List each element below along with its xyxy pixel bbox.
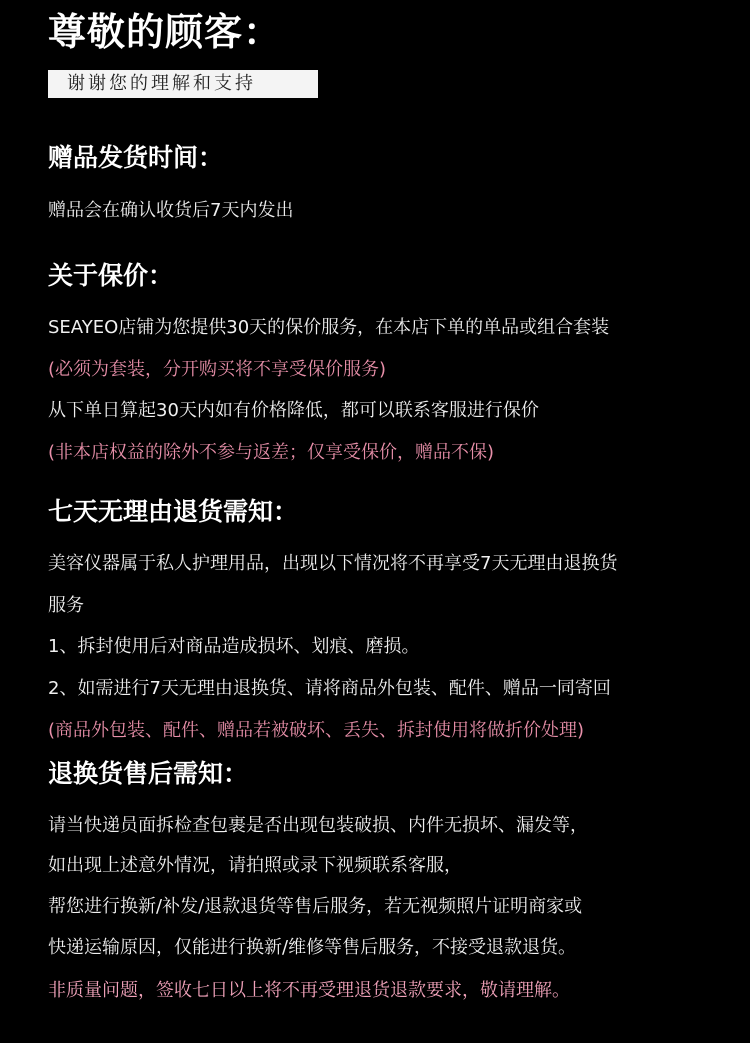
page-title: 尊敬的顾客：	[48, 10, 283, 54]
after-sale-text-3: 帮您进行换新/补发/退款退货等售后服务，若无视频照片证明商家或	[48, 896, 583, 917]
subtitle-banner: 谢谢您的理解和支持	[48, 70, 318, 98]
seven-day-text-1b: 服务	[48, 595, 84, 616]
after-sale-text-2: 如出现上述意外情况，请拍照或录下视频联系客服，	[48, 855, 462, 876]
after-sale-text-1: 请当快递员面拆检查包裹是否出现包装破损、内件无损坏、漏发等，	[48, 815, 588, 836]
gift-text: 赠品会在确认收货后7天内发出	[48, 200, 294, 221]
after-sale-heading: 退换货售后需知：	[48, 759, 249, 788]
gift-heading: 赠品发货时间：	[48, 143, 224, 172]
price-text-2: 从下单日算起30天内如有价格降低，都可以联系客服进行保价	[48, 400, 539, 421]
after-sale-text-4: 快递运输原因，仅能进行换新/维修等售后服务，不接受退款退货。	[48, 937, 577, 958]
price-text-1: SEAYEO店铺为您提供30天的保价服务，在本店下单的单品或组合套装	[48, 317, 610, 338]
price-heading: 关于保价：	[48, 261, 174, 290]
seven-day-item-1: 1、拆封使用后对商品造成损坏、划痕、磨损。	[48, 636, 420, 657]
price-note-1: (必须为套装，分开购买将不享受保价服务)	[48, 359, 387, 380]
seven-day-heading: 七天无理由退货需知：	[48, 497, 299, 526]
seven-day-text-1: 美容仪器属于私人护理用品，出现以下情况将不再享受7天无理由退换货	[48, 553, 618, 574]
price-note-2: (非本店权益的除外不参与返差；仅享受保价，赠品不保)	[48, 442, 495, 463]
after-sale-note: 非质量问题，签收七日以上将不再受理退货退款要求，敬请理解。	[48, 980, 570, 1001]
seven-day-note: (商品外包装、配件、赠品若被破坏、丢失、拆封使用将做折价处理)	[48, 720, 585, 741]
seven-day-item-2: 2、如需进行7天无理由退换货、请将商品外包装、配件、赠品一同寄回	[48, 678, 611, 699]
